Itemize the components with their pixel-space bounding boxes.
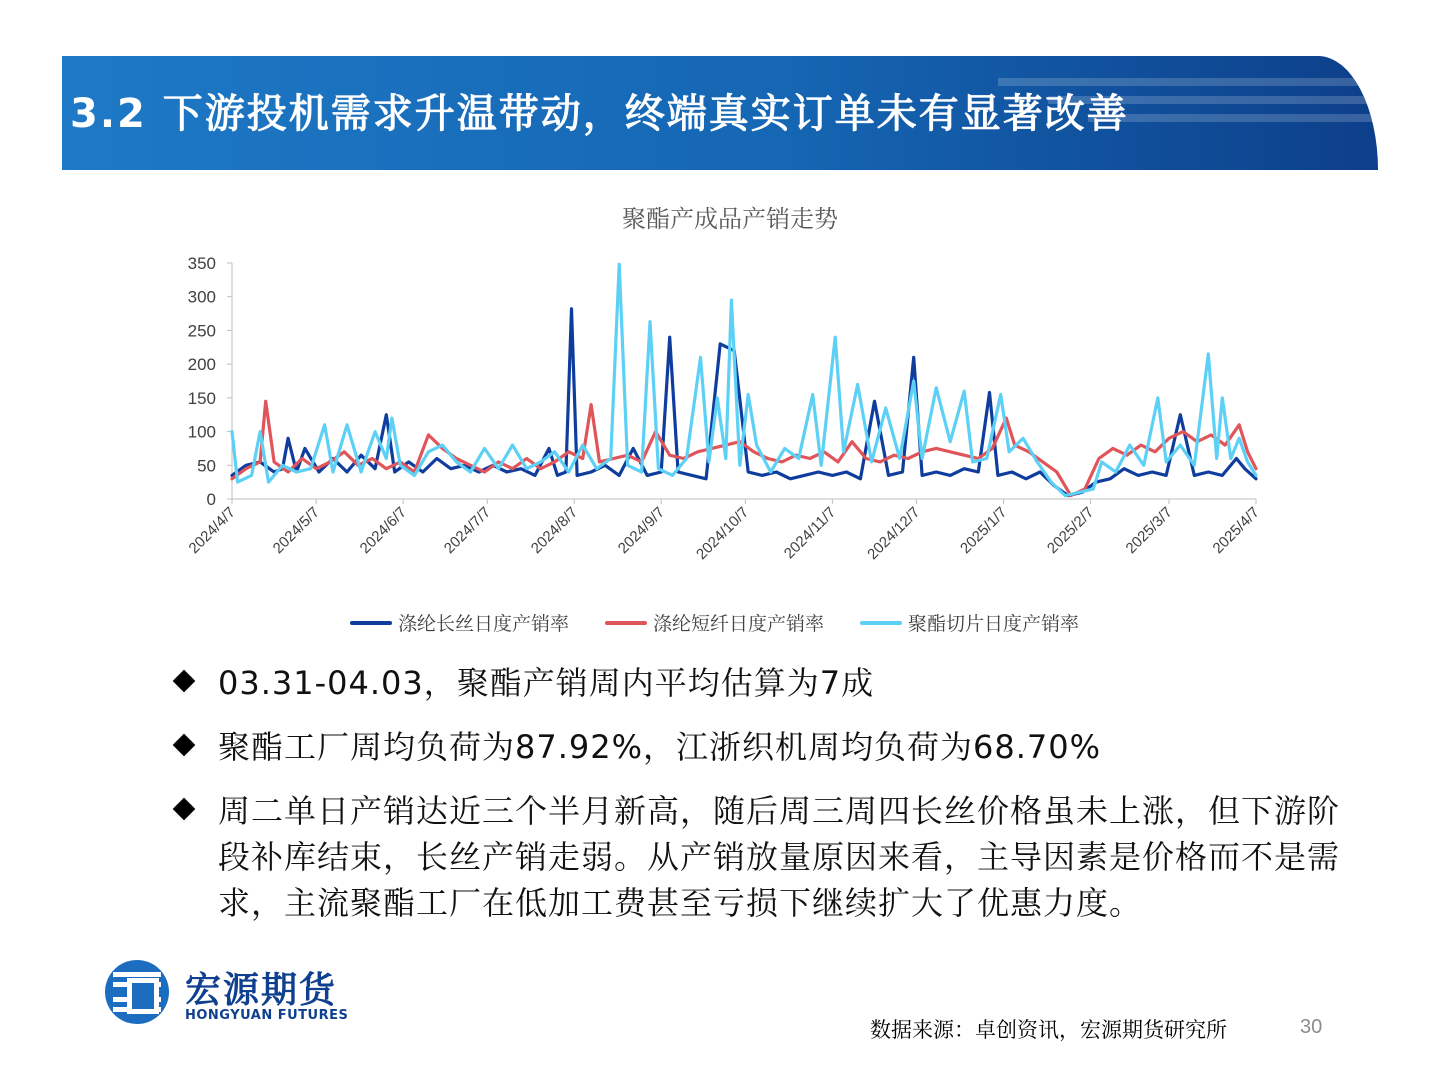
title-banner [62, 56, 1378, 170]
slide-title: 3.2 下游投机需求升温带动，终端真实订单未有显著改善 [70, 91, 1129, 137]
x-tick-label: 2025/1/7 [957, 503, 1011, 558]
x-tick-label: 2024/10/7 [693, 503, 753, 564]
x-tick-label: 2025/2/7 [1043, 503, 1098, 558]
sales-ratio-chart [160, 185, 1300, 645]
legend-label-staple: 涤纶短纤日度产销率 [653, 613, 825, 635]
bullet-text: 03.31-04.03，聚酯产销周内平均估算为7成 [218, 664, 875, 702]
y-tick-label: 200 [187, 355, 216, 375]
x-tick-label: 2024/7/7 [440, 503, 495, 558]
y-tick-label: 50 [197, 456, 216, 476]
legend-swatch-staple [605, 621, 647, 625]
diamond-bullet-icon [173, 670, 196, 693]
logo-name-en: HONGYUAN FUTURES [185, 1008, 349, 1023]
y-tick-label: 300 [187, 287, 216, 307]
logo-mark-icon [105, 960, 169, 1024]
bullet-item [170, 660, 1340, 706]
chart-svg [160, 185, 1300, 605]
data-source: 数据来源：卓创资讯，宏源期货研究所 [870, 1018, 1227, 1042]
y-tick-label: 350 [187, 254, 216, 273]
legend-item-filament [350, 609, 569, 636]
diamond-bullet-icon [173, 734, 196, 757]
x-tick-label: 2024/4/7 [185, 503, 239, 558]
bullet-text: 聚酯工厂周均负荷为87.92%，江浙织机周均负荷为68.70% [218, 728, 1102, 766]
logo-name-cn: 宏源期货 [185, 970, 338, 1011]
legend-label-chip: 聚酯切片日度产销率 [908, 613, 1080, 635]
page-number: 30 [1300, 1016, 1323, 1038]
company-logo [105, 960, 365, 1030]
legend-item-staple [605, 609, 824, 636]
y-tick-label: 100 [187, 422, 216, 442]
bullet-item [170, 724, 1340, 770]
x-tick-label: 2025/3/7 [1122, 503, 1176, 558]
chart-title: 聚酯产成品产销走势 [622, 206, 838, 233]
x-tick-label: 2024/6/7 [356, 503, 410, 558]
x-tick-label: 2024/9/7 [614, 503, 669, 558]
y-tick-label: 0 [206, 490, 216, 509]
x-tick-label: 2024/5/7 [269, 503, 323, 558]
x-tick-label: 2025/4/7 [1209, 503, 1263, 558]
y-tick-label: 250 [187, 321, 216, 341]
series-line-2 [232, 264, 1256, 495]
bullet-text: 周二单日产销达近三个半月新高，随后周三周四长丝价格虽未上涨，但下游阶段补库结束，长丝产销走弱。从产销放量原因来看，主导因素是价格而不是需求，主流聚酯工厂在低加工费甚至亏损下继续扩大了优惠力度。 [218, 792, 1341, 922]
chart-legend [350, 609, 1079, 636]
bullet-list [170, 660, 1340, 944]
legend-swatch-filament [350, 621, 392, 625]
x-tick-label: 2024/8/7 [527, 503, 582, 558]
x-tick-label: 2024/12/7 [864, 503, 924, 564]
legend-item-chip [860, 609, 1079, 636]
x-tick-label: 2024/11/7 [780, 503, 840, 563]
legend-swatch-chip [860, 621, 902, 625]
legend-label-filament: 涤纶长丝日度产销率 [398, 613, 570, 635]
bullet-item [170, 788, 1340, 926]
diamond-bullet-icon [173, 798, 196, 821]
y-tick-label: 150 [187, 388, 216, 408]
